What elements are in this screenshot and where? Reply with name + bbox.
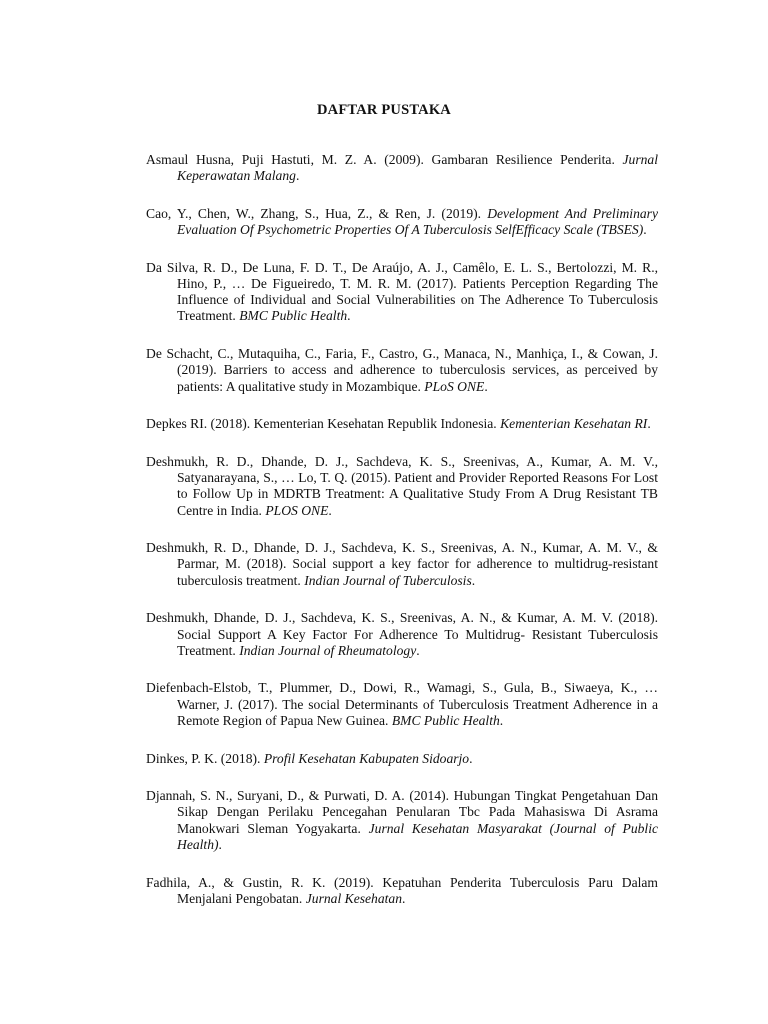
reference-source: Indian Journal of Tuberculosis — [304, 572, 472, 588]
reference-text: Djannah, S. N., Suryani, D., & Purwati, D. A. (2014). Hubungan Tingkat Pengetahuan Dan Sikap Dengan Perilaku Pencegahan Penularan Tbc Pada Mahasiswa Di Asrama Manokwari Sleman Yogyakarta. — [146, 788, 658, 836]
reference-source: Development And Preliminary Evaluation Of Psychometric Properties Of A Tuberculosis SelfEfficacy Scale (TBSES) — [177, 205, 658, 238]
reference-end: . — [347, 308, 351, 324]
reference-source: BMC Public Health — [391, 712, 500, 728]
reference-end: . — [469, 750, 473, 766]
reference-text: Depkes RI. (2018). Kementerian Kesehatan Republik Indonesia. — [146, 416, 501, 432]
reference-entry — [146, 751, 658, 767]
reference-text: Cao, Y., Chen, W., Zhang, S., Hua, Z., & Ren, J. (2019). — [146, 205, 488, 221]
reference-source: Jurnal Keperawatan Malang — [177, 152, 658, 184]
reference-text: Deshmukh, R. D., Dhande, D. J., Sachdeva, K. S., Sreenivas, A., Kumar, A. M. V., Satyanarayana, S., … Lo, T. Q. (2015). Patient and Provider Reported Reasons For Lost to Follow Up in MDRTB Treatment: A Qualitative Study From A Drug Resistant TB Centre in India. — [146, 453, 658, 518]
reference-source: PLOS ONE — [265, 502, 329, 518]
reference-entry — [146, 152, 658, 184]
reference-entry — [146, 454, 658, 519]
reference-source: Profil Kesehatan Kabupaten Sidoarjo — [263, 750, 470, 766]
reference-text: Da Silva, R. D., De Luna, F. D. T., De Araújo, A. J., Camêlo, E. L. S., Bertolozzi, M. R., Hino, P., … De Figueiredo, T. M. R. M. (2017). Patients Perception Regarding The Influence of Individual and Social Vulnerabilities on The Adherence To Tuberculosis Treatment. — [146, 259, 658, 324]
reference-text: Asmaul Husna, Puji Hastuti, M. Z. A. (2009). Gambaran Resilience Penderita. — [146, 152, 623, 167]
reference-text: Deshmukh, Dhande, D. J., Sachdeva, K. S., Sreenivas, A. N., & Kumar, A. M. V. (2018). Social Support A Key Factor For Adherence To Multidrug- Resistant Tuberculosis Treatment. — [146, 610, 658, 658]
reference-entry — [146, 610, 658, 659]
reference-entry — [146, 206, 658, 238]
reference-entry — [146, 540, 658, 589]
reference-text: Fadhila, A., & Gustin, R. K. (2019). Kepatuhan Penderita Tuberculosis Paru Dalam Menjalani Pengobatan. — [146, 874, 658, 906]
reference-entry — [146, 260, 658, 325]
reference-text: De Schacht, C., Mutaquiha, C., Faria, F., Castro, G., Manaca, N., Manhiça, I., & Cowan, J. (2019). Barriers to access and adherence to tuberculosis services, as perceived by patients: A qualitative study in Mozambique. — [146, 346, 658, 394]
reference-source: BMC Public Health — [239, 308, 348, 324]
reference-entry — [146, 788, 658, 853]
reference-text: Diefenbach-Elstob, T., Plummer, D., Dowi, R., Wamagi, S., Gula, B., Siwaeya, K., … Warner, J. (2017). The social Determinants of Tuberculosis Treatment Adherence in a Remote Region of Papua New Guinea. — [146, 680, 658, 728]
reference-entry — [146, 875, 658, 907]
reference-end: . — [484, 378, 488, 394]
reference-end: . — [471, 572, 476, 588]
reference-source: Kementerian Kesehatan RI — [500, 416, 648, 432]
reference-end: . — [416, 642, 420, 658]
reference-text: Dinkes, P. K. (2018). — [146, 750, 264, 766]
reference-end: . — [295, 168, 300, 184]
reference-list — [146, 152, 658, 929]
reference-end: . — [328, 502, 332, 518]
reference-end: . — [643, 222, 647, 238]
reference-source: PLoS ONE — [424, 378, 485, 394]
reference-entry — [146, 346, 658, 395]
reference-source: Indian Journal of Rheumatology — [239, 642, 417, 658]
reference-end: . — [218, 836, 222, 852]
reference-end: . — [647, 416, 651, 432]
reference-entry — [146, 416, 658, 432]
reference-source: Jurnal Kesehatan — [305, 890, 403, 906]
reference-source: Jurnal Kesehatan Masyarakat (Journal of Public Health) — [177, 820, 658, 852]
reference-text: Deshmukh, R. D., Dhande, D. J., Sachdeva, K. S., Sreenivas, A. N., Kumar, A. M. V., & Parmar, M. (2018). Social support a key factor for adherence to multidrug-resistant tuberculosis treatment. — [146, 540, 658, 588]
reference-entry — [146, 680, 658, 729]
reference-end: . — [499, 712, 504, 728]
reference-end: . — [402, 890, 406, 906]
page-title: DAFTAR PUSTAKA — [317, 102, 451, 118]
